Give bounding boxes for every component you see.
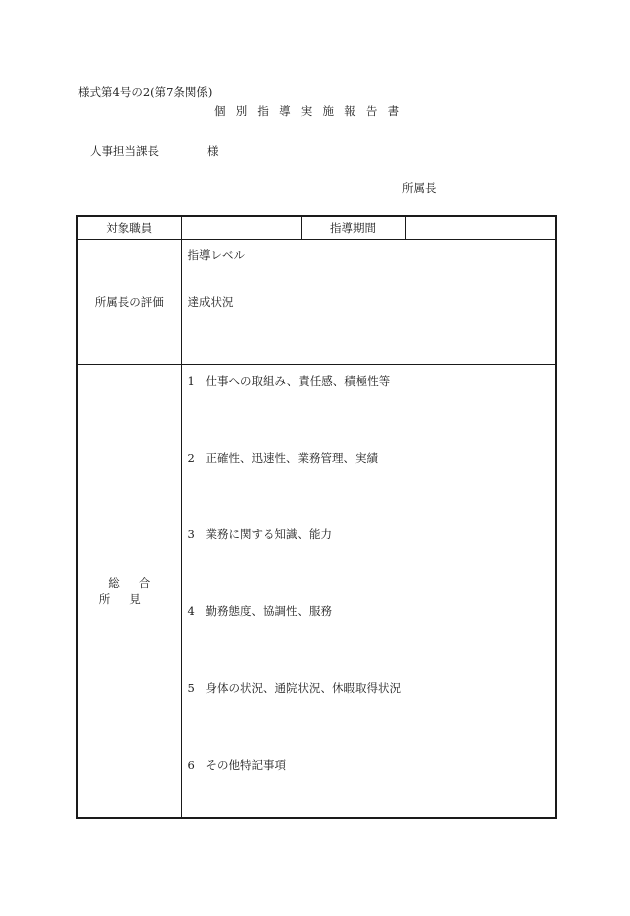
target-staff-label: 対象職員 bbox=[77, 216, 181, 240]
target-staff-field[interactable] bbox=[181, 216, 301, 240]
report-table bbox=[76, 215, 557, 819]
guidance-period-field[interactable] bbox=[405, 216, 556, 240]
achievement-label: 達成状況 bbox=[187, 295, 234, 309]
finding-item: 1 仕事への取組み、責任感、積極性等 bbox=[187, 374, 391, 388]
finding-item: 5 身体の状況、通院状況、休暇取得状況 bbox=[187, 681, 401, 695]
finding-item: 6 その他特記事項 bbox=[187, 758, 286, 772]
evaluation-row bbox=[77, 240, 556, 365]
honorific: 様 bbox=[207, 144, 219, 158]
finding-item: 4 勤務態度、協調性、服務 bbox=[187, 604, 332, 618]
document-title: 個別指導実施報告書 bbox=[214, 104, 410, 118]
addressee: 人事担当課長 bbox=[90, 144, 159, 158]
form-number: 様式第4号の2(第7条関係) bbox=[78, 85, 213, 99]
evaluation-label: 所属長の評価 bbox=[77, 240, 181, 365]
finding-item: 3 業務に関する知識、能力 bbox=[187, 527, 332, 541]
department-head-label: 所属長 bbox=[402, 181, 437, 195]
guidance-period-label: 指導期間 bbox=[301, 216, 405, 240]
overall-findings-row bbox=[77, 365, 556, 819]
evaluation-field[interactable] bbox=[181, 240, 556, 365]
overall-findings-label: 総合所見 bbox=[77, 365, 181, 819]
finding-item: 2 正確性、迅速性、業務管理、実績 bbox=[187, 451, 378, 465]
guidance-level-label: 指導レベル bbox=[187, 248, 245, 262]
target-staff-row bbox=[77, 216, 556, 240]
overall-findings-field[interactable] bbox=[181, 365, 556, 819]
